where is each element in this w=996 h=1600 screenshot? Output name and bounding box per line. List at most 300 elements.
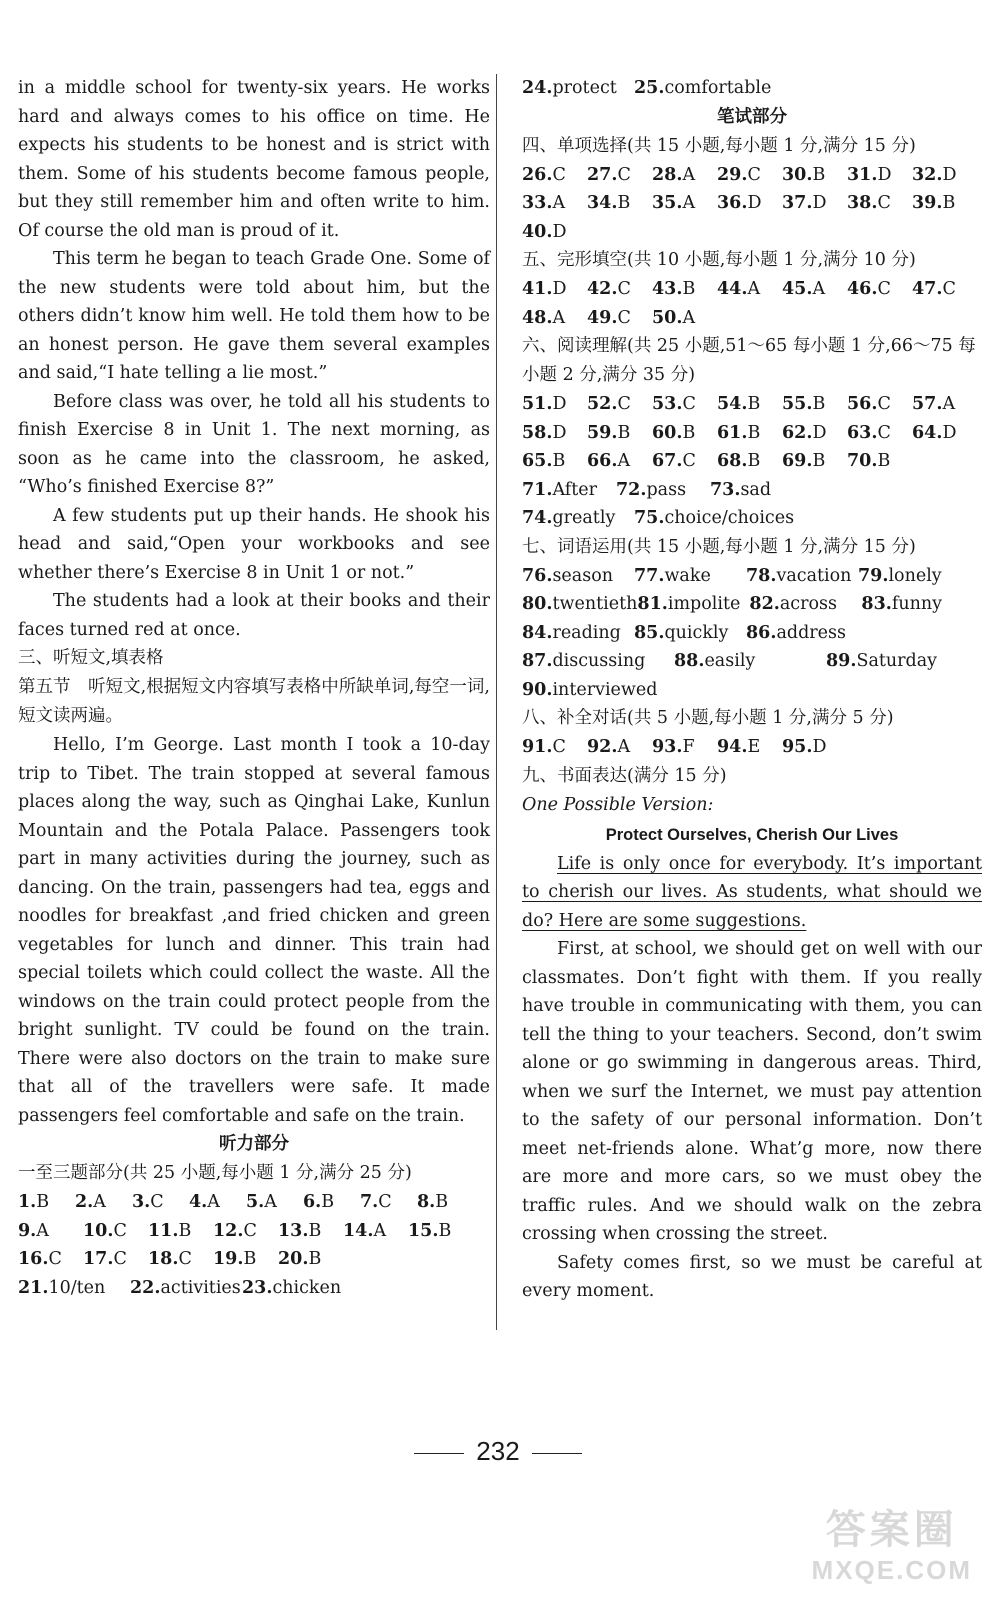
question-number: 71. [522, 479, 553, 500]
answer-item [652, 189, 717, 218]
answer-item [847, 419, 912, 448]
question-number: 67. [652, 451, 683, 471]
question-number: 92. [587, 737, 618, 757]
passage-paragraph: This term he began to teach Grade One. Some of the new students were told about him, but the others didn’t know him well. He told them how to be an honest person. He gave them several examples and said,“I hate telling a lie most.” [18, 249, 490, 383]
answer-value: A [812, 279, 826, 299]
answer-value: A [552, 193, 566, 213]
answer-value: address [776, 622, 846, 643]
answer-item [242, 1274, 354, 1303]
answer-item [522, 161, 587, 190]
question-number: 79. [858, 565, 889, 586]
answer-value: discussing [552, 651, 646, 671]
answer-row [522, 733, 982, 762]
answer-item [587, 733, 652, 762]
answer-value: Saturday [856, 651, 938, 671]
answer-item [18, 1245, 83, 1274]
watermark [812, 1498, 972, 1586]
answer-value: season [552, 565, 614, 586]
answer-value: D [812, 422, 827, 443]
answer-item [912, 390, 977, 419]
answer-item [75, 1188, 132, 1217]
answer-value: D [942, 422, 957, 443]
answer-item [18, 1217, 83, 1246]
answer-item [634, 619, 746, 648]
question-number: 25. [634, 78, 665, 98]
question-number: 74. [522, 508, 553, 528]
answer-item [912, 419, 977, 448]
answer-item [826, 647, 978, 676]
answer-row [522, 676, 982, 705]
question-number: 43. [652, 279, 683, 299]
question-number: 54. [717, 394, 748, 414]
answer-item [637, 590, 749, 619]
answer-item [522, 447, 587, 476]
question-number: 6. [303, 1192, 322, 1212]
section-heading: 八、补全对话(共 5 小题,每小题 1 分,满分 5 分) [522, 708, 894, 728]
answer-item [130, 1274, 242, 1303]
answer-value: After [552, 479, 598, 500]
question-number: 41. [522, 279, 553, 299]
question-number: 94. [717, 737, 748, 757]
answer-row [18, 1245, 490, 1274]
question-number: 75. [634, 508, 665, 528]
question-number: 13. [278, 1220, 309, 1241]
question-number: 47. [912, 279, 943, 299]
answer-value: reading [552, 622, 621, 643]
answer-item [634, 562, 746, 591]
section-heading: 三、听短文,填表格 [18, 648, 164, 668]
answer-value: B [178, 1220, 192, 1241]
answer-item [634, 504, 794, 533]
passage-paragraph: The students had a look at their books and their faces turned red at once. [18, 591, 490, 640]
answer-value: vacation [776, 565, 852, 586]
answer-value: D [942, 164, 957, 185]
answer-item [343, 1217, 408, 1246]
answer-item [847, 189, 912, 218]
question-number: 64. [912, 422, 943, 443]
question-number: 17. [83, 1249, 114, 1269]
answer-row [522, 447, 982, 476]
question-number: 57. [912, 394, 943, 414]
section-heading: 九、书面表达(满分 15 分) [522, 765, 727, 786]
question-number: 56. [847, 394, 878, 414]
question-number: 18. [148, 1249, 179, 1269]
answer-value: D [552, 422, 567, 443]
answer-value: choice/choices [664, 508, 795, 528]
question-number: 68. [717, 451, 748, 471]
question-number: 22. [130, 1277, 161, 1298]
answer-item [717, 447, 782, 476]
question-number: 29. [717, 164, 748, 185]
question-number: 15. [408, 1220, 439, 1241]
answer-value: funny [891, 594, 943, 614]
question-number: 8. [417, 1192, 436, 1212]
question-number: 55. [782, 394, 813, 414]
answer-value: A [36, 1220, 49, 1241]
answer-item [522, 304, 587, 333]
question-number: 91. [522, 737, 553, 757]
answer-row [18, 1217, 490, 1246]
answer-value: D [747, 193, 762, 213]
question-number: 49. [587, 307, 618, 328]
question-number: 72. [616, 479, 647, 500]
answer-row [522, 419, 982, 448]
answer-item [148, 1217, 213, 1246]
answer-value: B [942, 193, 956, 213]
answer-item [132, 1188, 189, 1217]
question-number: 65. [522, 451, 553, 471]
question-number: 5. [246, 1192, 265, 1212]
answer-item [189, 1188, 246, 1217]
answer-item [782, 733, 847, 762]
answer-row [522, 390, 982, 419]
answer-item [417, 1188, 474, 1217]
question-number: 16. [18, 1249, 49, 1269]
answer-value: C [178, 1249, 192, 1269]
answer-value: C [682, 451, 696, 471]
answer-item [522, 590, 637, 619]
answer-value: C [617, 307, 631, 328]
answer-item [522, 733, 587, 762]
watermark-logo: 答案圈 [825, 1508, 958, 1552]
answer-value: D [552, 279, 567, 299]
answer-item [587, 161, 652, 190]
question-number: 2. [75, 1192, 94, 1212]
answer-value: activities [160, 1277, 241, 1298]
answer-value: B [682, 279, 696, 299]
answer-row [522, 504, 982, 533]
question-number: 81. [637, 594, 668, 614]
written-title: 笔试部分 [717, 106, 787, 127]
question-number: 85. [634, 622, 665, 643]
answer-item [782, 447, 847, 476]
question-number: 32. [912, 164, 943, 185]
answer-value: twentieth [552, 594, 638, 614]
answer-value: interviewed [552, 679, 658, 700]
question-number: 38. [847, 193, 878, 213]
answer-value: sad [740, 479, 772, 500]
essay-intro: Life is only once for everybody. It’s important to cherish our lives. As students, what should we do? Here are some suggestions. [522, 853, 982, 931]
answer-item [587, 189, 652, 218]
question-number: 53. [652, 394, 683, 414]
answer-row [522, 304, 982, 333]
answer-item [587, 275, 652, 304]
question-number: 90. [522, 679, 553, 700]
question-number: 1. [18, 1192, 37, 1212]
answer-value: B [321, 1192, 335, 1212]
question-number: 19. [213, 1249, 244, 1269]
answer-value: A [264, 1192, 277, 1212]
answer-item [213, 1217, 278, 1246]
answer-row [522, 562, 982, 591]
answer-item [587, 390, 652, 419]
answer-item [246, 1188, 303, 1217]
question-number: 42. [587, 279, 618, 299]
question-number: 87. [522, 651, 553, 671]
answer-row [522, 590, 982, 619]
question-number: 37. [782, 193, 813, 213]
answer-row [18, 1274, 490, 1303]
answer-item [652, 390, 717, 419]
version-label: One Possible Version: [522, 794, 714, 815]
answer-item [587, 304, 652, 333]
answer-value: C [617, 279, 631, 299]
question-number: 28. [652, 164, 683, 185]
answer-value: chicken [272, 1277, 342, 1298]
question-number: 76. [522, 565, 553, 586]
answer-value: comfortable [664, 78, 772, 98]
answer-value: protect [552, 78, 617, 98]
answer-item [587, 447, 652, 476]
section-heading: 四、单项选择(共 15 小题,每小题 1 分,满分 15 分) [522, 135, 916, 156]
question-number: 34. [587, 193, 618, 213]
question-number: 12. [213, 1220, 244, 1241]
question-number: 95. [782, 737, 813, 757]
answer-row [522, 275, 982, 304]
answer-item [746, 562, 858, 591]
question-number: 78. [746, 565, 777, 586]
answer-value: B [682, 422, 696, 443]
answer-value: B [552, 451, 566, 471]
listening-text: Hello, I’m George. Last month I took a 10-day trip to Tibet. The train stopped at several famous places along the way, such as Qinghai Lake, Kunlun Mountain and the Potala Palace. Passengers took part in many activities during the journey, such as dancing. On the train, passengers had tea, eggs and noodles for breakfast ,and fried chicken and green vegetables for lunch and dinner. This train had special toilets which could collect the waste. All the windows on the train could protect people from the bright sunlight. TV could be found on the train. There were also doctors on the train to make sure that all of the travellers were safe. It made passengers feel comfortable and safe on the train. [18, 735, 490, 1126]
answer-item [278, 1217, 343, 1246]
answer-row [522, 619, 982, 648]
question-number: 26. [522, 164, 553, 185]
question-number: 27. [587, 164, 618, 185]
watermark-url: MXQE.COM [811, 1555, 972, 1585]
column-divider [496, 74, 497, 1330]
answer-value: B [308, 1249, 322, 1269]
question-number: 39. [912, 193, 943, 213]
answer-value: D [812, 737, 827, 757]
answer-value: C [682, 394, 696, 414]
answer-item [652, 733, 717, 762]
answer-item [522, 390, 587, 419]
answer-item [83, 1245, 148, 1274]
question-number: 11. [148, 1220, 179, 1241]
answer-value: A [682, 193, 696, 213]
question-number: 63. [847, 422, 878, 443]
answer-item [303, 1188, 360, 1217]
answer-value: B [747, 451, 761, 471]
answer-item [782, 161, 847, 190]
question-number: 58. [522, 422, 553, 443]
question-number: 46. [847, 279, 878, 299]
answer-value: A [552, 307, 566, 328]
question-number: 14. [343, 1220, 374, 1241]
answer-value: B [243, 1249, 257, 1269]
left-column [18, 74, 490, 1302]
answer-item [522, 676, 722, 705]
question-number: 30. [782, 164, 813, 185]
answer-value: C [877, 193, 891, 213]
answer-value: A [617, 737, 631, 757]
question-number: 20. [278, 1249, 309, 1269]
answer-value: C [877, 394, 891, 414]
answer-value: B [36, 1192, 50, 1212]
answer-value: C [747, 164, 761, 185]
answer-value: 10/ten [48, 1277, 106, 1298]
answer-value: B [308, 1220, 322, 1241]
answer-item [148, 1245, 213, 1274]
answer-item [847, 390, 912, 419]
answer-value: A [942, 394, 956, 414]
answer-value: C [942, 279, 956, 299]
answer-item [782, 275, 847, 304]
answer-value: C [877, 279, 891, 299]
section-instructions: 第五节 听短文,根据短文内容填写表格中所缺单词,每空一词,短文读两遍。 [18, 677, 490, 726]
page-number: 232 [476, 1436, 520, 1466]
question-number: 83. [861, 594, 892, 614]
answer-row [522, 647, 982, 676]
answer-value: D [552, 394, 567, 414]
answer-item [912, 275, 977, 304]
answer-value: E [747, 737, 761, 757]
answer-item [360, 1188, 417, 1217]
answer-value: D [812, 193, 827, 213]
answer-item [652, 161, 717, 190]
answer-value: B [877, 451, 891, 471]
listening-subtitle: 一至三题部分(共 25 小题,每小题 1 分,满分 25 分) [18, 1163, 412, 1183]
answer-item [746, 619, 858, 648]
answer-value: C [617, 394, 631, 414]
question-number: 7. [360, 1192, 379, 1212]
answer-value: A [207, 1192, 220, 1212]
answer-item [782, 390, 847, 419]
answer-item [278, 1245, 343, 1274]
answer-value: B [812, 451, 826, 471]
answer-item [858, 562, 970, 591]
question-number: 9. [18, 1220, 37, 1241]
answer-value: D [552, 221, 567, 242]
answer-item [717, 390, 782, 419]
answer-value: C [113, 1220, 127, 1241]
answer-item [782, 419, 847, 448]
answer-item [717, 419, 782, 448]
question-number: 3. [132, 1192, 151, 1212]
answer-value: wake [664, 565, 711, 586]
answer-value: pass [646, 479, 687, 500]
answer-item [408, 1217, 473, 1246]
answer-item [522, 419, 587, 448]
answer-row [522, 476, 982, 505]
answer-row [522, 74, 982, 103]
question-number: 66. [587, 451, 618, 471]
answer-item [522, 275, 587, 304]
answer-value: C [378, 1192, 392, 1212]
answer-item [717, 275, 782, 304]
right-column [522, 74, 982, 1306]
answer-value: B [747, 422, 761, 443]
section-heading: 五、完形填空(共 10 小题,每小题 1 分,满分 10 分) [522, 250, 916, 270]
question-number: 61. [717, 422, 748, 443]
answer-value: C [150, 1192, 164, 1212]
footer-rule [414, 1453, 464, 1454]
answer-value: easily [704, 651, 756, 671]
answer-item [522, 189, 587, 218]
answer-item [18, 1188, 75, 1217]
question-number: 36. [717, 193, 748, 213]
question-number: 50. [652, 307, 683, 328]
answer-row [18, 1188, 490, 1217]
question-number: 89. [826, 651, 857, 671]
answer-value: C [617, 164, 631, 185]
question-number: 51. [522, 394, 553, 414]
question-number: 24. [522, 78, 553, 98]
answer-value: A [682, 307, 696, 328]
answer-value: quickly [664, 622, 729, 643]
answer-value: greatly [552, 508, 616, 528]
answer-item [522, 218, 587, 247]
question-number: 45. [782, 279, 813, 299]
essay-conclusion: Safety comes first, so we must be careful at every moment. [522, 1252, 982, 1301]
answer-value: A [682, 164, 696, 185]
question-number: 44. [717, 279, 748, 299]
question-number: 80. [522, 594, 553, 614]
question-number: 52. [587, 394, 618, 414]
answer-value: across [779, 594, 837, 614]
answer-item [861, 590, 973, 619]
answer-value: A [373, 1220, 387, 1241]
question-number: 86. [746, 622, 777, 643]
question-number: 60. [652, 422, 683, 443]
answer-value: B [617, 422, 631, 443]
answer-item [710, 476, 804, 505]
answer-value: D [877, 164, 892, 185]
answer-value: C [113, 1249, 127, 1269]
answer-item [18, 1274, 130, 1303]
answer-item [634, 74, 771, 103]
answer-row [522, 161, 982, 190]
question-number: 84. [522, 622, 553, 643]
question-number: 69. [782, 451, 813, 471]
answer-value: F [682, 737, 695, 757]
question-number: 31. [847, 164, 878, 185]
answer-value: C [48, 1249, 62, 1269]
answer-item [522, 562, 634, 591]
question-number: 70. [847, 451, 878, 471]
answer-item [616, 476, 710, 505]
answer-value: A [617, 451, 631, 471]
answer-item [847, 275, 912, 304]
question-number: 21. [18, 1277, 49, 1298]
answer-value: A [747, 279, 761, 299]
answer-value: C [552, 737, 566, 757]
answer-item [652, 447, 717, 476]
question-number: 59. [587, 422, 618, 443]
answer-item [522, 74, 634, 103]
answer-value: B [747, 394, 761, 414]
answer-value: B [617, 193, 631, 213]
question-number: 77. [634, 565, 665, 586]
question-number: 73. [710, 479, 741, 500]
question-number: 10. [83, 1220, 114, 1241]
question-number: 35. [652, 193, 683, 213]
essay-title: Protect Ourselves, Cherish Our Lives [605, 825, 899, 844]
answer-value: lonely [888, 565, 942, 586]
listening-title: 听力部分 [219, 1134, 289, 1154]
answer-item [522, 647, 674, 676]
answer-item [522, 619, 634, 648]
answer-item [83, 1217, 148, 1246]
answer-value: C [243, 1220, 257, 1241]
answer-value: B [438, 1220, 452, 1241]
answer-value: impolite [667, 594, 741, 614]
answer-item [522, 476, 616, 505]
answer-value: C [552, 164, 566, 185]
section-heading: 七、词语运用(共 15 小题,每小题 1 分,满分 15 分) [522, 536, 916, 557]
passage-paragraph: A few students put up their hands. He shook his head and said,“Open your workbooks and see whether there’s Exercise 8 in Unit 1 or not.” [18, 505, 490, 583]
